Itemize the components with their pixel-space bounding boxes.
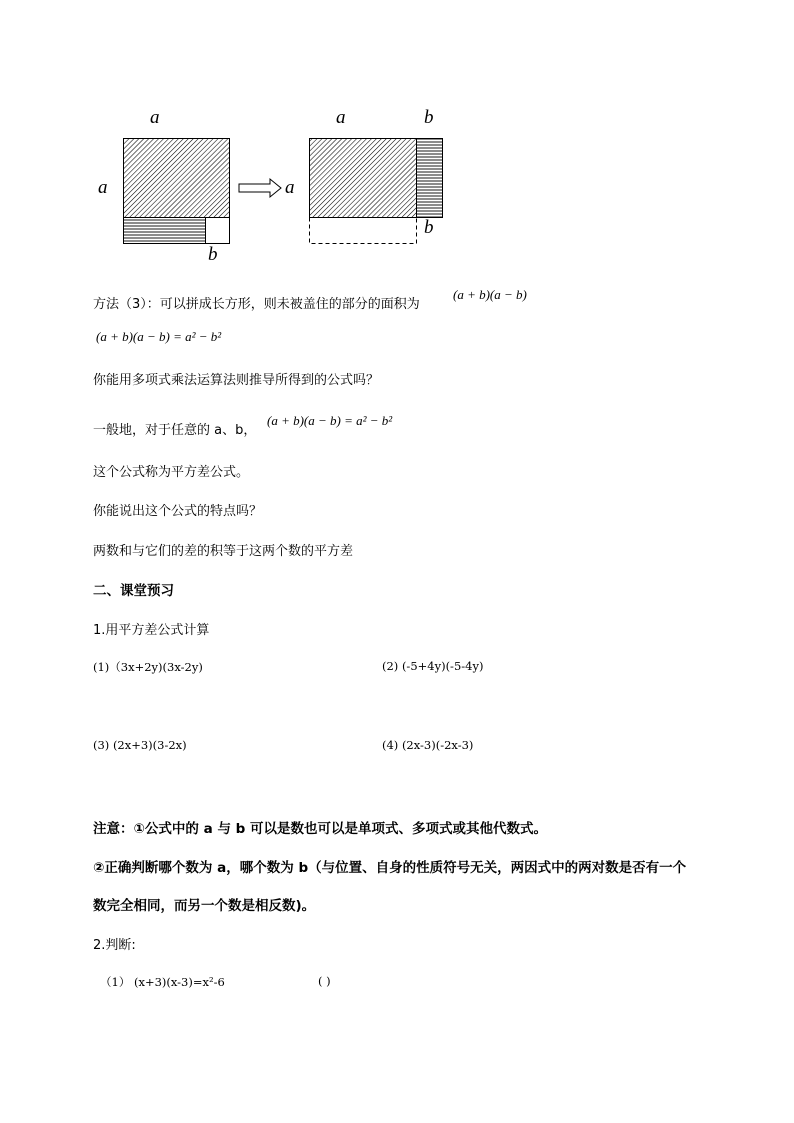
q2-title: 2.判断: [93,938,136,953]
q1-item-1: (1)（3x+2y)(3x-2y) [93,660,203,674]
q1-item-4: (4) (2x-3)(-2x-3) [382,738,474,752]
general-text: 一般地，对于任意的 a、b， [93,423,257,438]
q1-title: 1.用平方差公式计算 [93,623,210,638]
right-dashed-region [310,218,417,244]
left-figure [124,139,230,244]
feature-answer: 两数和与它们的差的积等于这两个数的平方差 [93,544,354,559]
transform-arrow [239,179,281,197]
section2-heading: 二、课堂预习 [93,583,174,599]
method3-text: 方法（3）：可以拼成长方形，则未被盖住的部分的面积为 [93,297,420,312]
formula-full: (a + b)(a − b) = a² − b² [96,329,222,344]
left-corner-bxb [206,218,230,244]
label-right-bottom-b: b [424,217,434,238]
label-arrow-a: a [285,177,295,198]
q2-item-1: （1） (x+3)(x-3)=x²-6 [100,975,225,989]
right-figure [310,139,443,244]
label-left-top-a: a [150,107,160,128]
label-left-side-a: a [98,177,108,198]
label-left-bottom-b: b [208,244,218,265]
q1-item-2: (2) (-5+4y)(-5-4y) [382,659,484,673]
note-2-line2: 数完全相同，而另一个数是相反数)。 [93,898,316,914]
method3-formula: (a + b)(a − b) [453,287,527,302]
question-features: 你能说出这个公式的特点吗？ [93,504,263,519]
right-strip [417,139,443,218]
question-derive: 你能用多项式乘法运算法则推导所得到的公式吗？ [93,373,380,388]
general-formula: (a + b)(a − b) = a² − b² [267,413,393,428]
area-diagram [0,0,794,280]
note-2-line1: ②正确判断哪个数为 a，哪个数为 b（与位置、自身的性质符号无关，两因式中的两对数是否有一个 [93,860,687,876]
label-right-top-a: a [336,107,346,128]
formula-name: 这个公式称为平方差公式。 [93,465,250,480]
right-square-a [310,139,417,218]
q2-item-1-blank[interactable]: ( ) [318,974,331,988]
left-strip [124,218,206,244]
label-right-top-b: b [424,107,434,128]
left-square-a [124,139,230,218]
note-1: 注意：①公式中的 a 与 b 可以是数也可以是单项式、多项式或其他代数式。 [93,821,548,837]
q1-item-3: (3) (2x+3)(3-2x) [93,738,187,752]
